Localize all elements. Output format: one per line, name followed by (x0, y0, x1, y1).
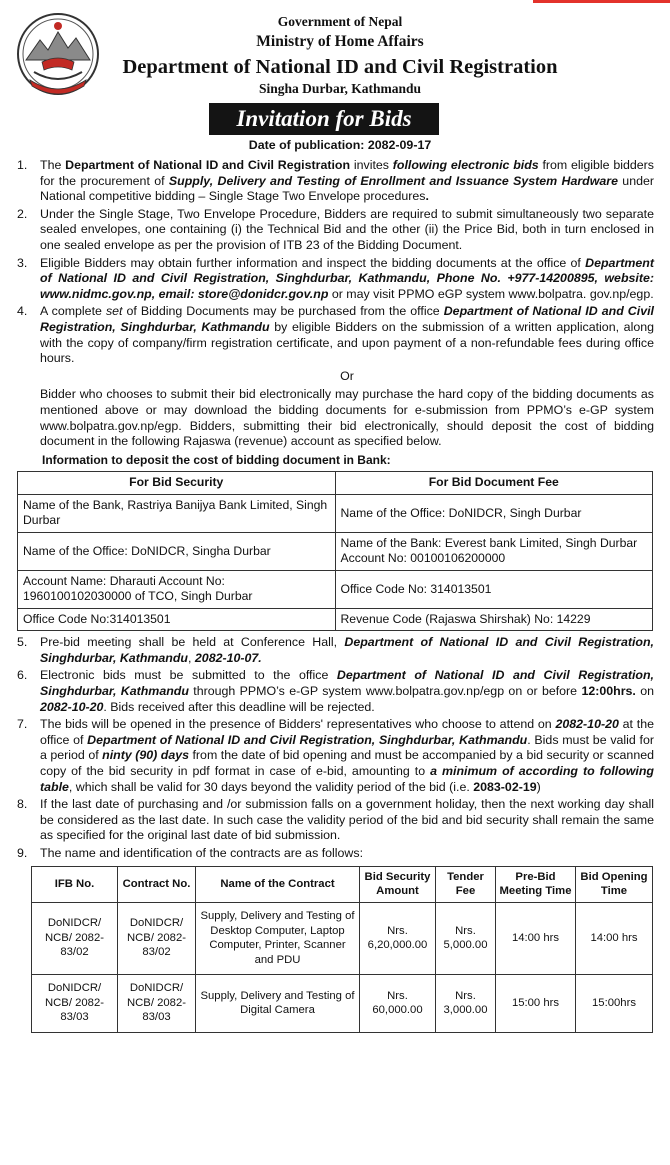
clause-3: 3. Eligible Bidders may obtain further information and inspect the bidding documents at the office of Department of National ID and Civil Registration, Singhdurbar, Kathmandu, Phone No. +977-14200895, website: www.nidmc.gov.np, email: store@donidcr.gov.np or may visit PPMO eGP system www.bolpatra. gov.np/egp. (17, 255, 654, 301)
table-row: DoNIDCR/ NCB/ 2082-83/03 DoNIDCR/ NCB/ 2082-83/03 Supply, Delivery and Testing of Digital Camera Nrs. 60,000.00 Nrs. 3,000.00 15:00 hrs 15:00hrs (32, 974, 653, 1032)
contracts-table (31, 866, 653, 1033)
col-tender-fee: Tender Fee (436, 866, 496, 902)
table-row: Name of the Office: DoNIDCR, Singha Durbar Name of the Bank: Everest bank Limited, Singh Durbar Account No: 00100106200000 (18, 532, 653, 570)
notice-title-banner: Invitation for Bids (209, 103, 439, 135)
notice-body (14, 158, 654, 1033)
or-separator: Or (340, 368, 354, 383)
bank-info-heading: Information to deposit the cost of bidding document in Bank: (42, 452, 391, 467)
notice-header (0, 0, 670, 152)
table-row: Office Code No:314013501 Revenue Code (Rajaswa Shirshak) No: 14229 (18, 608, 653, 631)
table-row: DoNIDCR/ NCB/ 2082-83/02 DoNIDCR/ NCB/ 2082-83/02 Supply, Delivery and Testing of Desktop Computer, Laptop Computer, Printer, Scanner and PDU Nrs. 6,20,000.00 Nrs. 5,000.00 14:00 hrs 14:00 hrs (32, 902, 653, 974)
table-row: Account Name: Dharauti Account No: 1960100102030000 of TCO, Singh Durbar Office Code No: 314013501 (18, 570, 653, 608)
col-bid-security: Bid Security Amount (360, 866, 436, 902)
col-contract-name: Name of the Contract (196, 866, 360, 902)
clause-1: 1. The Department of National ID and Civil Registration invites following electronic bids from eligible bidders for the procurement of Supply, Delivery and Testing of Enrollment and Issuance System Hardware under National competitive bidding – Single Stage Two Envelope procedures. (17, 158, 655, 204)
bank-col-fee: For Bid Document Fee (335, 472, 653, 495)
bank-deposit-table (17, 471, 653, 631)
clause-8: 8. If the last date of purchasing and /or submission falls on a government holiday, then the next working day shall be considered as the last date. In such case the validity period of the bid and bid security shall remain the same as specified for the original last date of bid submission. (17, 797, 654, 843)
col-contract-no: Contract No. (118, 866, 196, 902)
clause-7: 7. The bids will be opened in the presence of Bidders' representatives who choose to attend on 2082-10-20 at the office of Department of National ID and Civil Registration, Singhdurbar, Kathmandu. Bids must be valid for a period of ninty (90) days from the date of bid opening and must be accompanied by a bid security or scanned copy of the bid security in pdf format in case of e-bid, amounting to a minimum of according to following table, which shall be valid for 30 days beyond the validity period of the bid (i.e. 2083-02-19) (17, 717, 655, 794)
department-name: Department of National ID and Civil Registration (122, 56, 558, 78)
ministry-name: Ministry of Home Affairs (256, 33, 424, 50)
clause-5: 5. Pre-bid meeting shall be held at Conference Hall, Department of National ID and Civil Registration, Singhdurbar, Kathmandu, 2082-10-07. (17, 635, 654, 665)
clause-6: 6. Electronic bids must be submitted to the office Department of National ID and Civil Registration, Singhdurbar, Kathmandu through PPMO’s e-GP system www.bolpatra.gov.np/egp on or before 12:00hrs. on 2082-10-20. Bids received after this deadline will be rejected. (17, 668, 654, 714)
government-name: Government of Nepal (277, 14, 403, 29)
publication-date: Date of publication: 2082-09-17 (248, 138, 432, 152)
col-bid-opening-time: Bid Opening Time (576, 866, 653, 902)
clause-2: 2. Under the Single Stage, Two Envelope Procedure, Bidders are required to submit simultaneously two separate sealed envelopes, one containing (i) the Technical Bid and the other (ii) the Price Bid, both in turn enclosed in one sealed envelope as per the provision of ITB 23 of the Bidding Document. (17, 206, 654, 252)
bank-col-security: For Bid Security (18, 472, 336, 495)
clause-4-electronic-option: Bidder who chooses to submit their bid electronically may purchase the hard copy of the bidding documents as mentioned above or may download the bidding documents for e-submission from PPMO’s e-GP system www.bolpatra.gov.np/egp. Bidders, submitting their bid electronically, should deposit the cost of bidding document in the following Rajaswa (revenue) account as specified below. (40, 387, 654, 449)
col-prebid-time: Pre-Bid Meeting Time (496, 866, 576, 902)
clause-4: 4. A complete set of Bidding Documents may be purchased from the office Department of National ID and Civil Registration, Singhdurbar, Kathmandu by eligible Bidders on the submission of a written application, along with the copy of company/firm registration certificate, and upon payment of a non-refundable fees during office hours. (17, 304, 654, 366)
col-ifb-no: IFB No. (32, 866, 118, 902)
clause-9: 9. The name and identification of the contracts are as follows: (17, 846, 364, 860)
table-row: Name of the Bank, Rastriya Banijya Bank Limited, Singh Durbar Name of the Office: DoNIDCR, Singh Durbar (18, 494, 653, 532)
department-address: Singha Durbar, Kathmandu (259, 81, 421, 96)
